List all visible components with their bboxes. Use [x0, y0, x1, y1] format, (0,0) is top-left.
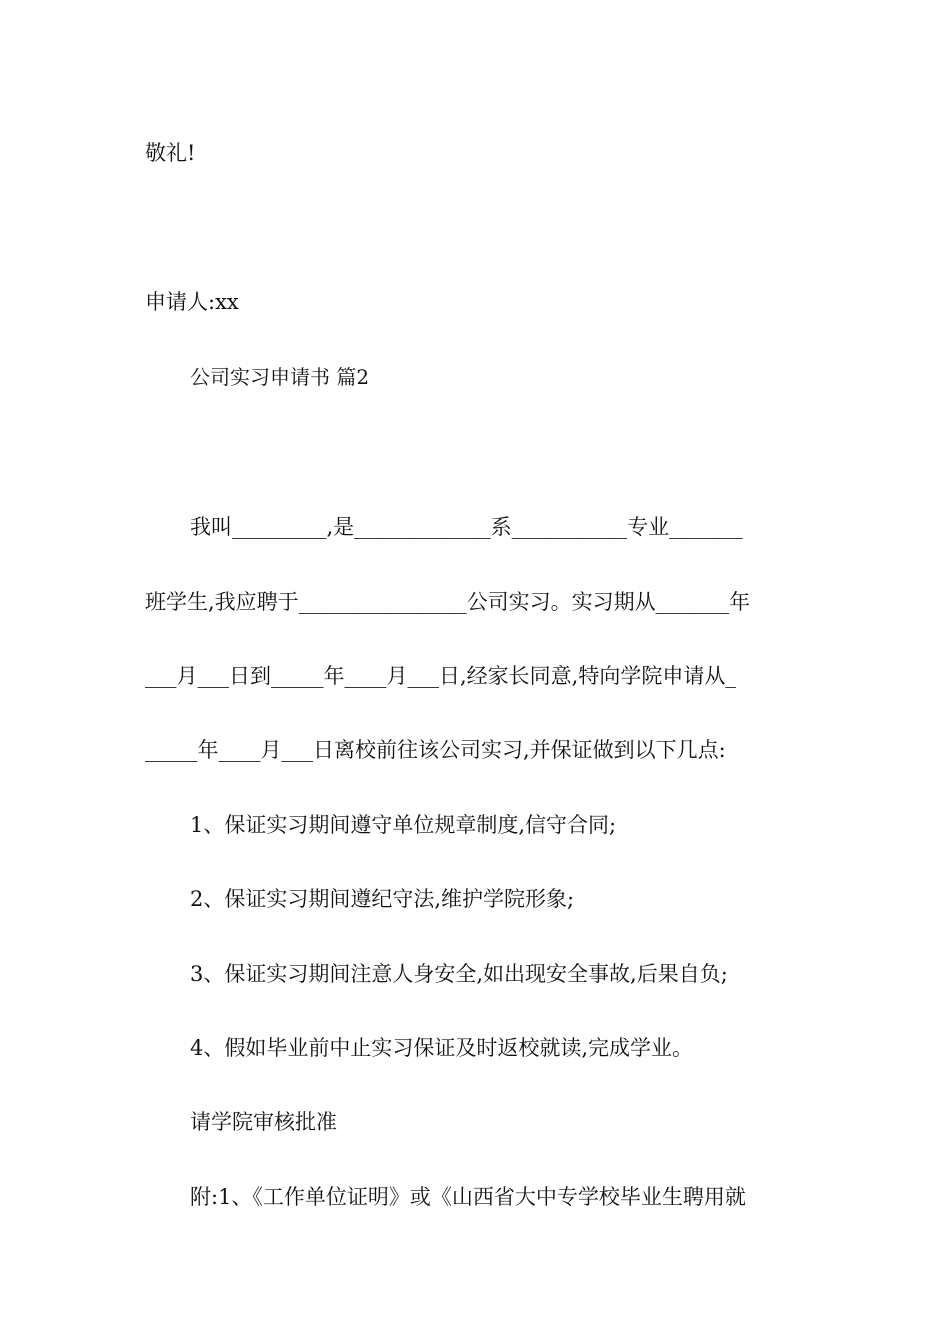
point-item-3: 3、保证实习期间注意人身安全,如出现安全事故,后果自负; — [190, 962, 728, 986]
section-title: 公司实习申请书 篇2 — [190, 365, 370, 389]
body-line-4: _____年____月___日离校前往该公司实习,并保证做到以下几点: — [145, 738, 726, 762]
point-item-2: 2、保证实习期间遵纪守法,维护学院形象; — [190, 887, 575, 911]
applicant-signature: 申请人:xx — [145, 290, 239, 314]
point-item-1: 1、保证实习期间遵守单位规章制度,信守合同; — [190, 813, 617, 837]
body-line-3: ___月___日到_____年____月___日,经家长同意,特向学院申请从_ — [145, 664, 736, 688]
body-line-2: 班学生,我应聘于________________公司实习。实习期从_______年 — [145, 590, 751, 614]
body-line-1: 我叫_________,是_____________系___________专业_______ — [190, 515, 743, 539]
attachment-line: 附:1、《工作单位证明》或《山西省大中专学校毕业生聘用就 — [190, 1185, 746, 1209]
approval-request: 请学院审核批准 — [190, 1110, 337, 1134]
closing-salutation: 敬礼! — [145, 141, 196, 165]
point-item-4: 4、假如毕业前中止实习保证及时返校就读,完成学业。 — [190, 1036, 694, 1060]
